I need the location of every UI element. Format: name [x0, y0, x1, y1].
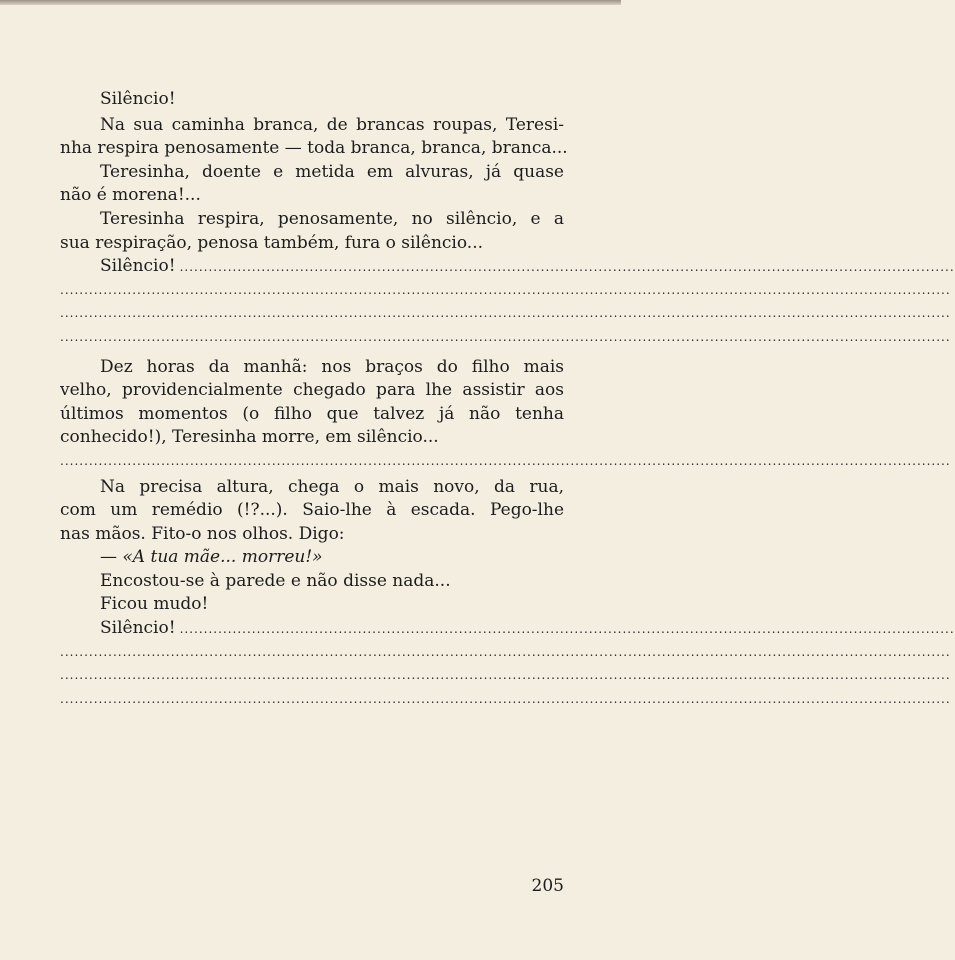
- page-top-edge: [0, 0, 621, 5]
- ellipsis-leader: .........................................................................................................................................................................................: [60, 644, 951, 659]
- ellipsis-leader: .........................................................................................................................................................................................: [60, 282, 951, 297]
- dotted-line: [60, 617, 955, 641]
- dotted-line: [60, 302, 951, 326]
- text-line: conhecido!), Teresinha morre, em silêncio...: [60, 427, 439, 448]
- dotted-line: [60, 688, 951, 712]
- text-line: Na sua caminha branca, de brancas roupas, Teresi-: [100, 114, 564, 135]
- ellipsis-leader: .........................................................................................................................................................................................: [60, 306, 951, 321]
- text-line: Silêncio!: [100, 89, 176, 109]
- ellipsis-leader: .........................................................................................................................................................................................: [60, 691, 951, 706]
- ellipsis-leader: .................................................................................................................................................................: [179, 622, 955, 637]
- ellipsis-leader: .........................................................................................................................................................................................: [60, 453, 951, 468]
- text-line: Encostou-se à parede e não disse nada...: [100, 570, 451, 591]
- text-line: nas mãos. Fito-o nos olhos. Digo:: [60, 523, 345, 544]
- text-line: Silêncio!: [100, 618, 176, 639]
- text-line: não é morena!...: [60, 185, 201, 206]
- text-line: últimos momentos (o filho que talvez já não tenha: [60, 403, 564, 424]
- dotted-line: [60, 326, 951, 350]
- text-line: com um remédio (!?...). Saio-lhe à escada. Pego-lhe: [60, 500, 564, 521]
- dotted-line: [60, 450, 951, 474]
- quoted-line: — «A tua mãe... morreu!»: [100, 547, 323, 568]
- text-line: Silêncio!: [100, 256, 176, 277]
- page-number: 205: [531, 876, 564, 896]
- text-line: Na precisa altura, chega o mais novo, da rua,: [100, 476, 564, 497]
- text-line: Teresinha respira, penosamente, no silêncio, e a: [100, 208, 564, 229]
- text-line: Teresinha, doente e metida em alvuras, já quase: [100, 161, 564, 182]
- dotted-line: [60, 279, 951, 303]
- ellipsis-leader: .................................................................................................................................................................: [179, 260, 955, 275]
- dotted-line: [60, 641, 951, 665]
- dotted-line: [60, 255, 955, 279]
- dotted-line: [60, 664, 951, 688]
- text-line: velho, providencialmente chegado para lhe assistir aos: [60, 380, 564, 401]
- text-line: sua respiração, penosa também, fura o silêncio...: [60, 232, 484, 253]
- text-line: Dez horas da manhã: nos braços do filho mais: [100, 356, 564, 377]
- text-line: nha respira penosamente — toda branca, branca, branca...: [60, 138, 568, 159]
- ellipsis-leader: .........................................................................................................................................................................................: [60, 668, 951, 683]
- page-text: [60, 88, 955, 711]
- ellipsis-leader: .........................................................................................................................................................................................: [60, 329, 951, 344]
- text-line: Ficou mudo!: [100, 594, 209, 615]
